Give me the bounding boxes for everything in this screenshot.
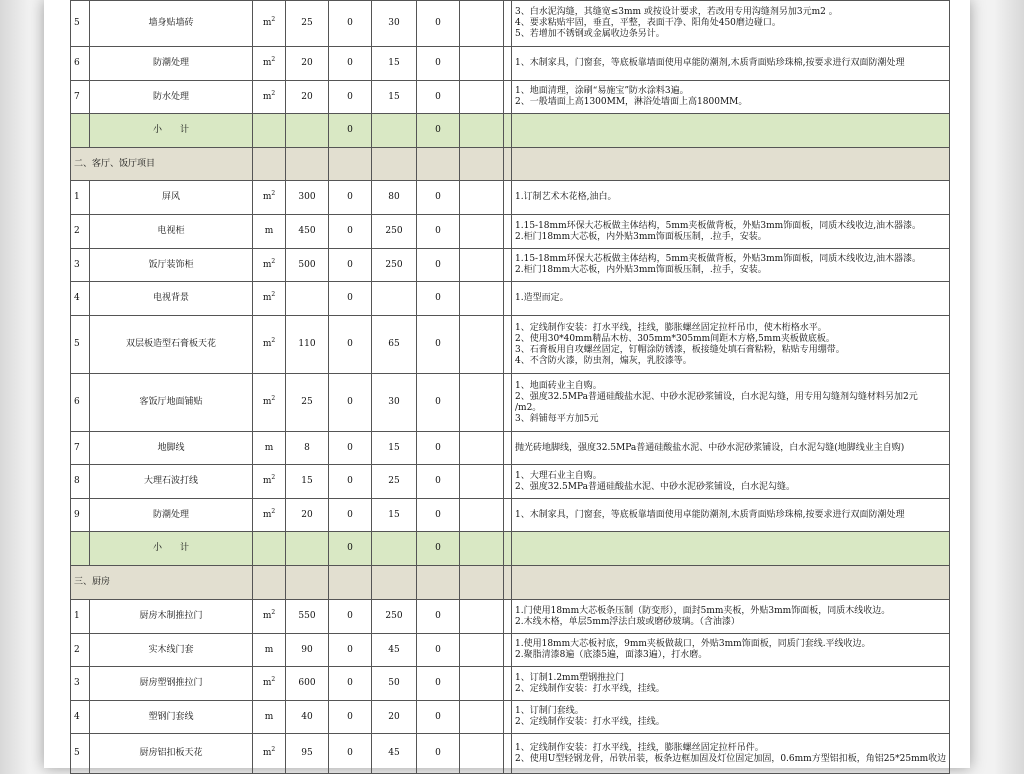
description-line: 1.门使用18mm大芯板条压制（防变形），面封5mm夹板，外贴3mm饰面板，同质木线收边。 — [515, 605, 891, 616]
labor-unit-price-cell: 50 — [372, 667, 417, 701]
material-unit-price-cell: 550 — [286, 600, 329, 634]
labor-total-cell: 0 — [417, 81, 460, 114]
unit-superscript: 2 — [271, 746, 276, 753]
unit-text: m — [262, 192, 272, 202]
description-line: 2.柜门18mm大芯板，内外贴3mm饰面板压制，.拉手，安装。 — [515, 231, 767, 242]
empty-cell — [460, 374, 504, 432]
material-total-cell: 0 — [329, 465, 372, 499]
unit-superscript: 2 — [271, 337, 276, 344]
item-name-cell: 电视柜 — [90, 215, 253, 249]
item-name-cell: 实木线门套 — [90, 634, 253, 667]
description-cell — [512, 181, 950, 215]
item-name-cell: 屏风 — [90, 181, 253, 215]
material-unit-price-cell: 110 — [286, 316, 329, 374]
empty-cell — [504, 667, 512, 701]
labor-total-cell: 0 — [417, 282, 460, 316]
labor-total-cell: 0 — [417, 47, 460, 81]
description-cell — [512, 1, 950, 47]
unit-superscript: 2 — [271, 291, 276, 298]
material-unit-price-cell: 20 — [286, 499, 329, 532]
description-cell — [512, 499, 950, 532]
material-unit-price-cell: 40 — [286, 701, 329, 734]
unit-cell — [253, 249, 286, 282]
empty-cell — [460, 465, 504, 499]
empty-cell — [372, 114, 417, 148]
labor-unit-price-cell: 30 — [372, 374, 417, 432]
empty-cell — [504, 634, 512, 667]
empty-cell — [253, 114, 286, 148]
empty-cell — [253, 566, 286, 600]
item-number-cell: 6 — [71, 374, 90, 432]
empty-cell — [286, 532, 329, 566]
empty-cell — [417, 148, 460, 181]
labor-unit-price-cell: 25 — [372, 465, 417, 499]
table-row — [71, 432, 950, 465]
unit-superscript: 2 — [271, 16, 276, 23]
unit-text: m — [264, 442, 274, 453]
description-cell — [512, 374, 950, 432]
table-body — [71, 1, 950, 774]
section-header-row — [71, 148, 950, 181]
unit-text: m — [264, 711, 274, 722]
description-cell — [512, 465, 950, 499]
description-line: 3、白水泥沟缝，其缝宽≤3mm 或按设计要求，若改用专用沟缝剂另加3元m2 。 — [515, 7, 838, 17]
description-line: 1、订制门套线。 — [515, 706, 584, 716]
material-unit-price-cell: 20 — [286, 47, 329, 81]
material-unit-price-cell: 8 — [286, 432, 329, 465]
material-total-cell: 0 — [329, 1, 372, 47]
unit-cell — [253, 215, 286, 249]
material-total-cell: 0 — [329, 499, 372, 532]
empty-cell — [372, 566, 417, 600]
description-cell — [512, 634, 950, 667]
description-line: /m2。 — [515, 402, 542, 413]
material-unit-price-cell: 600 — [286, 667, 329, 701]
description-line: 4、不含防火漆，防虫剂，煽灰，乳胶漆等。 — [515, 355, 692, 366]
item-number-cell: 6 — [71, 47, 90, 81]
item-name-cell: 饭厅装饰柜 — [90, 249, 253, 282]
item-number-cell: 7 — [71, 432, 90, 465]
material-total-cell: 0 — [329, 734, 372, 774]
item-number-cell: 1 — [71, 181, 90, 215]
subtotal-label: 小 计 — [90, 532, 253, 566]
unit-cell — [253, 432, 286, 465]
table-row — [71, 249, 950, 282]
labor-total-cell: 0 — [417, 667, 460, 701]
description-line: 3、石膏板用自攻螺丝固定，钉帽涂防锈漆，板接缝处填石膏粘粉，粘贴专用绷带。 — [515, 344, 845, 355]
description-line: 1.使用18mm大芯板衬底，9mm夹板做裁口，外贴3mm饰面板，同质门套线.平线收边。 — [515, 639, 871, 649]
description-cell — [512, 215, 950, 249]
empty-cell — [504, 81, 512, 114]
empty-cell — [286, 566, 329, 600]
material-unit-price-cell: 15 — [286, 465, 329, 499]
unit-superscript: 2 — [271, 190, 276, 197]
item-number-cell: 5 — [71, 1, 90, 47]
table-row — [71, 181, 950, 215]
empty-cell — [460, 215, 504, 249]
empty-cell — [512, 566, 950, 600]
description-cell — [512, 432, 950, 465]
empty-cell — [460, 701, 504, 734]
unit-superscript: 2 — [271, 676, 276, 683]
material-total-cell: 0 — [329, 600, 372, 634]
table-row — [71, 701, 950, 734]
empty-cell — [286, 114, 329, 148]
item-number-cell: 2 — [71, 634, 90, 667]
empty-cell — [460, 316, 504, 374]
item-name-cell: 双层板造型石膏板天花 — [90, 316, 253, 374]
empty-cell — [504, 215, 512, 249]
description-line: 1、定线制作安装：打水平线，挂线，膨胀螺丝固定拉杆吊件。 — [515, 742, 764, 753]
unit-cell — [253, 47, 286, 81]
description-line: 2、强度32.5MPa普通硅酸盐水泥、中砂水泥砂浆铺设，白水泥勾缝，用专用勾缝剂勾缝材料另加2元 — [515, 391, 918, 402]
description-line: 2、使用30*40mm精品木枋、305mm*305mm间距木方格,5mm夹板做底板。 — [515, 333, 835, 344]
labor-unit-price-cell: 20 — [372, 701, 417, 734]
unit-text: m — [262, 748, 272, 758]
empty-cell — [504, 465, 512, 499]
description-cell — [512, 282, 950, 316]
item-number-cell: 3 — [71, 667, 90, 701]
unit-text: m — [262, 678, 272, 688]
description-line: 1、木制家具，门窗套，等底板靠墙面使用卓能防潮剂,木质背面贴珍珠棉,按要求进行双面防潮处理 — [515, 58, 905, 68]
empty-cell — [253, 148, 286, 181]
empty-cell — [417, 566, 460, 600]
description-cell — [512, 667, 950, 701]
empty-cell — [504, 249, 512, 282]
empty-cell — [504, 148, 512, 181]
labor-total-cell: 0 — [417, 249, 460, 282]
description-line: 2.聚脂清漆8遍（底漆5遍，面漆3遍），打水磨。 — [515, 650, 708, 660]
subtotal-row — [71, 532, 950, 566]
item-number-cell: 2 — [71, 215, 90, 249]
unit-cell — [253, 374, 286, 432]
item-name-cell: 地脚线 — [90, 432, 253, 465]
material-total-cell: 0 — [329, 181, 372, 215]
empty-cell — [512, 114, 950, 148]
description-line: 1.造型而定。 — [515, 293, 569, 303]
empty-cell — [504, 316, 512, 374]
description-line: 1.15-18mm环保大芯板做主体结构，5mm夹板做背板，外贴3mm饰面板，同质木线收边,油木器漆。 — [515, 220, 922, 231]
material-unit-price-cell: 20 — [286, 81, 329, 114]
unit-superscript: 2 — [271, 395, 276, 402]
material-unit-price-cell — [286, 282, 329, 316]
unit-cell — [253, 81, 286, 114]
section-header-row — [71, 566, 950, 600]
material-total-cell: 0 — [329, 282, 372, 316]
description-line: 2、定线制作安装：打水平线，挂线。 — [515, 683, 665, 694]
material-total-cell: 0 — [329, 432, 372, 465]
empty-cell — [460, 181, 504, 215]
empty-cell — [253, 532, 286, 566]
unit-cell — [253, 600, 286, 634]
empty-cell — [460, 432, 504, 465]
description-cell — [512, 701, 950, 734]
description-line: 3、斜铺每平方加5元 — [515, 413, 599, 424]
unit-text: m — [262, 259, 272, 270]
item-number-cell: 4 — [71, 282, 90, 316]
material-unit-price-cell: 90 — [286, 634, 329, 667]
empty-cell — [460, 499, 504, 532]
material-total-cell: 0 — [329, 316, 372, 374]
table-row — [71, 81, 950, 114]
empty-cell — [504, 47, 512, 81]
empty-cell — [504, 701, 512, 734]
labor-unit-price-cell: 45 — [372, 634, 417, 667]
unit-superscript: 2 — [271, 507, 276, 515]
unit-superscript: 2 — [271, 609, 276, 616]
empty-cell — [286, 148, 329, 181]
empty-cell — [504, 181, 512, 215]
section-title: 三、厨房 — [71, 566, 253, 600]
unit-cell — [253, 499, 286, 532]
item-name-cell: 墙身贴墙砖 — [90, 1, 253, 47]
material-total-cell: 0 — [329, 215, 372, 249]
empty-cell — [372, 148, 417, 181]
material-unit-price-cell: 300 — [286, 181, 329, 215]
unit-cell — [253, 181, 286, 215]
labor-unit-price-cell: 250 — [372, 600, 417, 634]
description-line: 4、要求粘贴牢固，垂直，平整，表面干净、阳角处450磨边碰口。 — [515, 18, 781, 28]
labor-unit-price-cell: 250 — [372, 215, 417, 249]
material-total-cell: 0 — [329, 667, 372, 701]
unit-text: m — [264, 644, 274, 655]
labor-total-cell: 0 — [417, 734, 460, 774]
labor-total-cell: 0 — [417, 634, 460, 667]
material-total-cell: 0 — [329, 374, 372, 432]
labor-unit-price-cell: 30 — [372, 1, 417, 47]
labor-unit-price-cell: 15 — [372, 81, 417, 114]
empty-cell — [504, 566, 512, 600]
labor-unit-price-cell: 45 — [372, 734, 417, 774]
item-name-cell: 塑钢门套线 — [90, 701, 253, 734]
labor-total-cell: 0 — [417, 181, 460, 215]
unit-superscript: 2 — [271, 56, 276, 63]
table-row — [71, 465, 950, 499]
item-name-cell: 客饭厅地面铺贴 — [90, 374, 253, 432]
description-line: 2、使用U型轻钢龙骨，吊铁吊装，板条边框加固及灯位固定加固，0.6mm方型铝扣板，角铝25*25mm收边 — [515, 753, 947, 764]
description-line: 1.15-18mm环保大芯板做主体结构，5mm夹板做背板，外贴3mm饰面板，同质木线收边,油木器漆。 — [515, 254, 922, 264]
table-row — [71, 215, 950, 249]
item-number-cell: 3 — [71, 249, 90, 282]
description-line: 2、强度32.5MPa普通硅酸盐水泥、中砂水泥砂浆铺设，白水泥勾缝。 — [515, 481, 795, 492]
item-number-cell: 7 — [71, 81, 90, 114]
unit-text: m — [262, 611, 272, 621]
labor-total-cell: 0 — [417, 374, 460, 432]
material-total-cell: 0 — [329, 701, 372, 734]
subtotal-material-cell: 0 — [329, 532, 372, 566]
table-row — [71, 634, 950, 667]
empty-cell — [460, 1, 504, 47]
unit-cell — [253, 634, 286, 667]
description-line: 2、定线制作安装：打水平线，挂线。 — [515, 717, 665, 727]
description-line: 1、地面砖业主自购。 — [515, 380, 602, 391]
description-cell — [512, 249, 950, 282]
unit-text: m — [262, 18, 272, 28]
labor-total-cell: 0 — [417, 215, 460, 249]
spreadsheet-sheet — [44, 0, 970, 768]
empty-cell — [460, 667, 504, 701]
table-row — [71, 47, 950, 81]
description-line: 2.柜门18mm大芯板，内外贴3mm饰面板压制，.拉手，安装。 — [515, 265, 767, 275]
labor-total-cell: 0 — [417, 465, 460, 499]
material-unit-price-cell: 25 — [286, 1, 329, 47]
description-line: 1、地面清理，涂刷“易施宝”防水涂料3遍。 — [515, 86, 689, 96]
table-row — [71, 667, 950, 701]
table-row — [71, 499, 950, 532]
empty-cell — [460, 634, 504, 667]
material-total-cell: 0 — [329, 634, 372, 667]
empty-cell — [71, 114, 90, 148]
subtotal-material-cell: 0 — [329, 114, 372, 148]
item-name-cell: 防潮处理 — [90, 499, 253, 532]
unit-cell — [253, 1, 286, 47]
labor-unit-price-cell: 15 — [372, 47, 417, 81]
labor-total-cell: 0 — [417, 701, 460, 734]
unit-text: m — [262, 397, 272, 407]
material-unit-price-cell: 500 — [286, 249, 329, 282]
empty-cell — [460, 282, 504, 316]
item-name-cell: 厨房塑钢推拉门 — [90, 667, 253, 701]
unit-text: m — [262, 293, 272, 303]
description-line: 1、木制家具，门窗套，等底板靠墙面使用卓能防潮剂,木质背面贴珍珠棉,按要求进行双面防潮处理 — [515, 509, 905, 520]
subtotal-labor-cell: 0 — [417, 114, 460, 148]
unit-text: m — [262, 339, 272, 349]
unit-text: m — [264, 226, 274, 236]
material-unit-price-cell: 25 — [286, 374, 329, 432]
unit-cell — [253, 465, 286, 499]
empty-cell — [372, 532, 417, 566]
labor-unit-price-cell: 15 — [372, 432, 417, 465]
empty-cell — [504, 432, 512, 465]
unit-superscript: 2 — [271, 257, 276, 265]
unit-text: m — [262, 509, 272, 520]
item-name-cell: 厨房木制推拉门 — [90, 600, 253, 634]
subtotal-labor-cell: 0 — [417, 532, 460, 566]
empty-cell — [504, 282, 512, 316]
item-number-cell: 5 — [71, 316, 90, 374]
description-cell — [512, 316, 950, 374]
subtotal-label: 小 计 — [90, 114, 253, 148]
labor-unit-price-cell: 80 — [372, 181, 417, 215]
description-cell — [512, 81, 950, 114]
table-row — [71, 316, 950, 374]
description-line: 抛光砖地脚线，强度32.5MPa普通硅酸盐水泥、中砂水泥砂浆铺设，白水泥勾缝(地脚线业主自购) — [515, 442, 905, 453]
material-unit-price-cell: 95 — [286, 734, 329, 774]
empty-cell — [71, 532, 90, 566]
table-row — [71, 282, 950, 316]
empty-cell — [460, 47, 504, 81]
item-name-cell: 防潮处理 — [90, 47, 253, 81]
description-line: 1.订制艺术木花格,油白。 — [515, 192, 617, 202]
item-name-cell: 厨房铝扣板天花 — [90, 734, 253, 774]
empty-cell — [504, 499, 512, 532]
item-number-cell: 5 — [71, 734, 90, 774]
empty-cell — [460, 600, 504, 634]
empty-cell — [329, 148, 372, 181]
empty-cell — [460, 249, 504, 282]
table-row — [71, 600, 950, 634]
description-line: 2、一般墙面上高1300MM，淋浴处墙面上高1800MM。 — [515, 97, 748, 107]
description-line: 2.木线木格，单层5mm浮法白玻或磨砂玻璃。（含油漆） — [515, 616, 740, 627]
section-title: 二、客厅、饭厅项目 — [71, 148, 253, 181]
quotation-table — [70, 0, 950, 774]
item-name-cell: 电视背景 — [90, 282, 253, 316]
labor-unit-price-cell — [372, 282, 417, 316]
description-cell — [512, 600, 950, 634]
unit-cell — [253, 701, 286, 734]
empty-cell — [504, 532, 512, 566]
unit-cell — [253, 282, 286, 316]
item-number-cell: 1 — [71, 600, 90, 634]
unit-superscript: 2 — [271, 474, 276, 481]
description-cell — [512, 47, 950, 81]
table-row — [71, 374, 950, 432]
empty-cell — [504, 1, 512, 47]
labor-unit-price-cell: 65 — [372, 316, 417, 374]
description-line: 1、定线制作安装：打水平线，挂线，膨胀螺丝固定拉杆吊巾，使木桁格水平。 — [515, 322, 827, 333]
item-number-cell: 4 — [71, 701, 90, 734]
empty-cell — [329, 566, 372, 600]
empty-cell — [512, 148, 950, 181]
empty-cell — [460, 148, 504, 181]
unit-superscript: 2 — [271, 89, 276, 97]
unit-text: m — [262, 58, 272, 68]
material-total-cell: 0 — [329, 249, 372, 282]
description-line: 5、若增加不锈钢或金属收边条另计。 — [515, 29, 665, 39]
item-number-cell: 8 — [71, 465, 90, 499]
labor-total-cell: 0 — [417, 600, 460, 634]
material-total-cell: 0 — [329, 81, 372, 114]
unit-text: m — [262, 476, 272, 486]
labor-total-cell: 0 — [417, 432, 460, 465]
labor-total-cell: 0 — [417, 499, 460, 532]
labor-unit-price-cell: 250 — [372, 249, 417, 282]
empty-cell — [512, 532, 950, 566]
material-unit-price-cell: 450 — [286, 215, 329, 249]
empty-cell — [460, 114, 504, 148]
item-name-cell: 防水处理 — [90, 81, 253, 114]
empty-cell — [504, 600, 512, 634]
table-row — [71, 1, 950, 47]
item-number-cell: 9 — [71, 499, 90, 532]
unit-cell — [253, 316, 286, 374]
description-line: 1、订制1.2mm塑钢推拉门 — [515, 672, 625, 683]
labor-total-cell: 0 — [417, 1, 460, 47]
material-total-cell: 0 — [329, 47, 372, 81]
empty-cell — [460, 532, 504, 566]
empty-cell — [504, 374, 512, 432]
subtotal-row — [71, 114, 950, 148]
empty-cell — [504, 114, 512, 148]
description-line: 1、大理石业主自购。 — [515, 470, 602, 481]
labor-unit-price-cell: 15 — [372, 499, 417, 532]
labor-total-cell: 0 — [417, 316, 460, 374]
unit-text: m — [262, 91, 272, 102]
empty-cell — [460, 81, 504, 114]
unit-cell — [253, 667, 286, 701]
empty-cell — [460, 566, 504, 600]
item-name-cell: 大理石波打线 — [90, 465, 253, 499]
